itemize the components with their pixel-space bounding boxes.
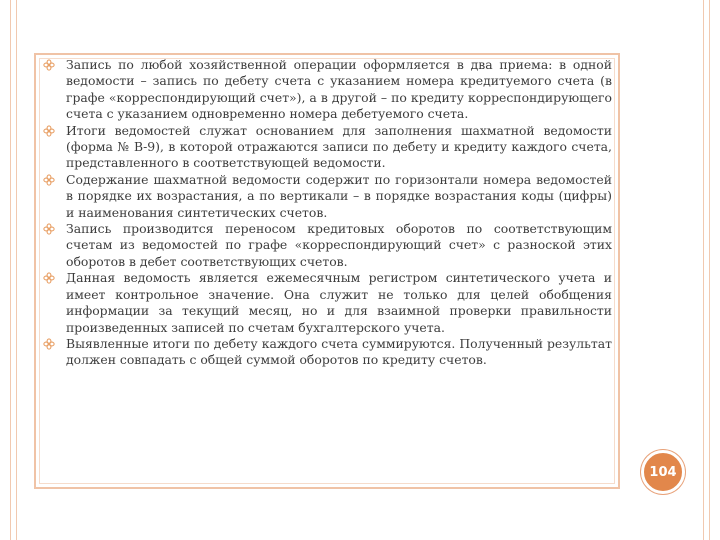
flower-bullet-icon [43,223,55,235]
bullet-text: Выявленные итоги по дебету каждого счета суммируются. Полученный результат должен совпадать с общей суммой оборотов по кредиту счетов. [66,335,612,368]
left-decor-line [16,0,17,540]
left-decor-line [10,0,11,540]
bullet-text: Итоги ведомостей служат основанием для заполнения шахматной ведомости (форма № В-9), в которой отражаются записи по дебету и кредиту каждого счета, представленного в соответствующей ведомости. [66,122,612,171]
flower-bullet-icon [43,125,55,137]
right-decor-line [709,0,710,540]
flower-bullet-icon [43,174,55,186]
bullet-text: Запись производится переносом кредитовых оборотов по соответствующим счетам из ведомостей по графе «корреспондирующий счет» с разноской этих оборотов в дебет соответствующих счетов. [66,221,612,269]
bullet-text: Данная ведомость является ежемесячным регистром синтетического учета и имеет контрольное значение. Она служит не только для целей обобщения информации за текущий месяц, но и для взаимной проверки правильности произведенных записей по счетам бухгалтерского учета. [66,270,612,335]
bullet-text: Содержание шахматной ведомости содержит по горизонтали номера ведомостей в порядке их возрастания, а по вертикали – в порядке возрастания коды (цифры) и наименования синтетических счетов. [66,171,612,220]
bullet-item [40,57,616,123]
bullet-list [40,57,616,369]
bullet-item [40,270,616,336]
flower-bullet-icon [43,59,55,71]
bullet-item [40,172,616,221]
bullet-item [40,123,616,172]
flower-bullet-icon [43,338,55,350]
bullet-item [40,336,616,369]
slide-content [40,57,616,369]
bullet-text: Запись по любой хозяйственной операции оформляется в два приема: в одной ведомости – запись по дебету счета с указанием номера кредитуемого счета (в графе «корреспондирующий счет»), а в другой – по кредиту корреспондирующего счета с указанием одновременно номера дебетуемого счета. [66,57,612,122]
bullet-item [40,221,616,270]
flower-bullet-icon [43,272,55,284]
page-number-badge: 104 [641,450,685,494]
right-decor-line [703,0,704,540]
